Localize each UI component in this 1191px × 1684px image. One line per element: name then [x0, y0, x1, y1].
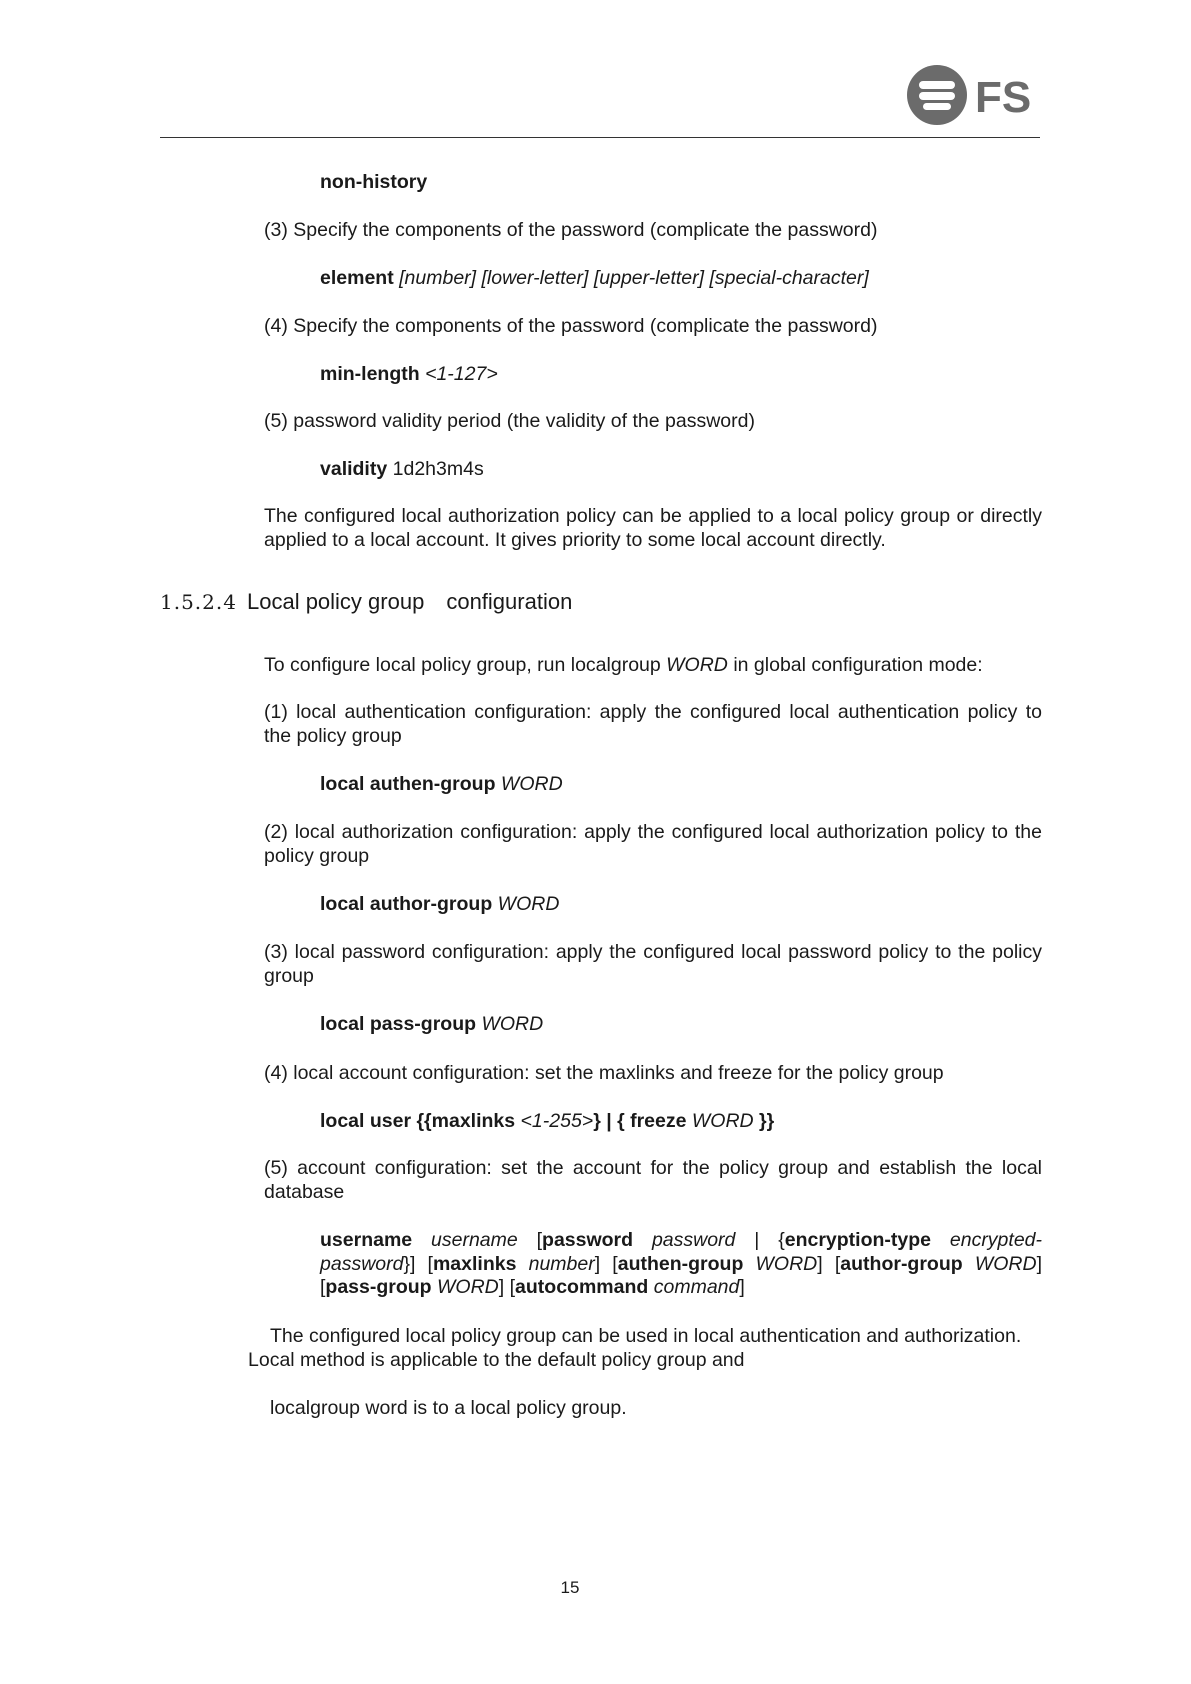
syntax-token: ] [ — [594, 1252, 618, 1275]
syntax-token: ] — [739, 1276, 745, 1298]
syntax-token: author-group — [840, 1252, 963, 1275]
syntax-token: ] [ — [817, 1252, 841, 1275]
group-item-4: (4) local account configuration: set the maxlinks and freeze for the policy group — [264, 1062, 944, 1084]
syntax-token: password — [542, 1229, 634, 1251]
syntax-token: WORD — [755, 1252, 818, 1275]
syntax-token — [743, 1253, 755, 1275]
group-item-3: (3) local password configuration: apply the configured local password policy to the policy group — [264, 941, 1042, 987]
localgroup-intro: To configure local policy group, run localgroup WORD in global configuration mode: — [264, 654, 983, 676]
item-4: (4) Specify the components of the password (complicate the password) — [264, 315, 878, 337]
cmd-local-user: local user {{maxlinks <1-255>} | { freeze WORD }} — [320, 1110, 775, 1132]
syntax-token: number — [528, 1252, 595, 1275]
syntax-token — [412, 1229, 431, 1251]
syntax-token: username — [320, 1229, 413, 1251]
syntax-token: }] [ — [403, 1252, 433, 1275]
syntax-token: autocommand — [515, 1276, 649, 1298]
group-item-2: (2) local authorization configuration: apply the configured local authorization policy to the policy group — [264, 821, 1042, 867]
cmd-min-length: min-length <1-127> — [320, 363, 498, 385]
cmd-element: element [number] [lower-letter] [upper-letter] [special-character] — [320, 267, 869, 289]
syntax-token: password — [651, 1229, 736, 1251]
syntax-token: WORD — [437, 1276, 499, 1298]
logo-text: FS — [975, 73, 1032, 122]
cmd-validity: validity 1d2h3m4s — [320, 458, 484, 480]
item-3: (3) Specify the components of the password (complicate the password) — [264, 219, 878, 241]
username-syntax — [320, 1229, 1042, 1300]
syntax-token: maxlinks — [432, 1252, 517, 1275]
syntax-token — [516, 1253, 528, 1275]
syntax-token: authen-group — [617, 1252, 744, 1275]
syntax-token: WORD — [974, 1252, 1037, 1275]
section-number: 1.5.2.4 — [160, 590, 237, 614]
syntax-token: ] [ — [498, 1276, 516, 1298]
closing-line-3: localgroup word is to a local policy group. — [270, 1397, 627, 1419]
syntax-token: pass-group — [325, 1276, 432, 1298]
syntax-token: username — [431, 1229, 518, 1251]
page-number: 15 — [560, 1578, 580, 1597]
closing-line-2: Local method is applicable to the default policy group and — [248, 1349, 745, 1371]
syntax-token: command — [653, 1276, 740, 1298]
fs-logo — [905, 62, 1035, 128]
syntax-token: encrypted-password — [320, 1229, 1043, 1275]
group-item-5: (5) account configuration: set the account for the policy group and establish the local database — [264, 1157, 1042, 1203]
syntax-token — [931, 1229, 950, 1251]
group-item-1: (1) local authentication configuration: apply the configured local authentication policy to the policy group — [264, 701, 1042, 747]
syntax-token: encryption-type — [784, 1229, 931, 1251]
item-5: (5) password validity period (the validity of the password) — [264, 410, 755, 432]
section-heading: 1.5.2.4 Local policy group configuration — [160, 589, 573, 614]
authorization-note: The configured local authorization policy can be applied to a local policy group or directly applied to a local account. It gives priority to some local account directly. — [264, 505, 1042, 551]
closing-line-1: The configured local policy group can be used in local authentication and authorization. — [270, 1325, 1022, 1347]
cmd-author-group: local author-group WORD — [320, 893, 560, 915]
cmd-non-history: non-history — [320, 171, 428, 193]
syntax-token — [963, 1253, 975, 1275]
header-rule — [160, 137, 1040, 138]
syntax-token: [ — [517, 1229, 543, 1251]
syntax-token: | { — [735, 1229, 785, 1251]
cmd-pass-group: local pass-group WORD — [320, 1013, 544, 1035]
syntax-token: ] [ — [320, 1252, 1042, 1298]
syntax-token — [633, 1229, 652, 1251]
cmd-authen-group: local authen-group WORD — [320, 773, 563, 795]
